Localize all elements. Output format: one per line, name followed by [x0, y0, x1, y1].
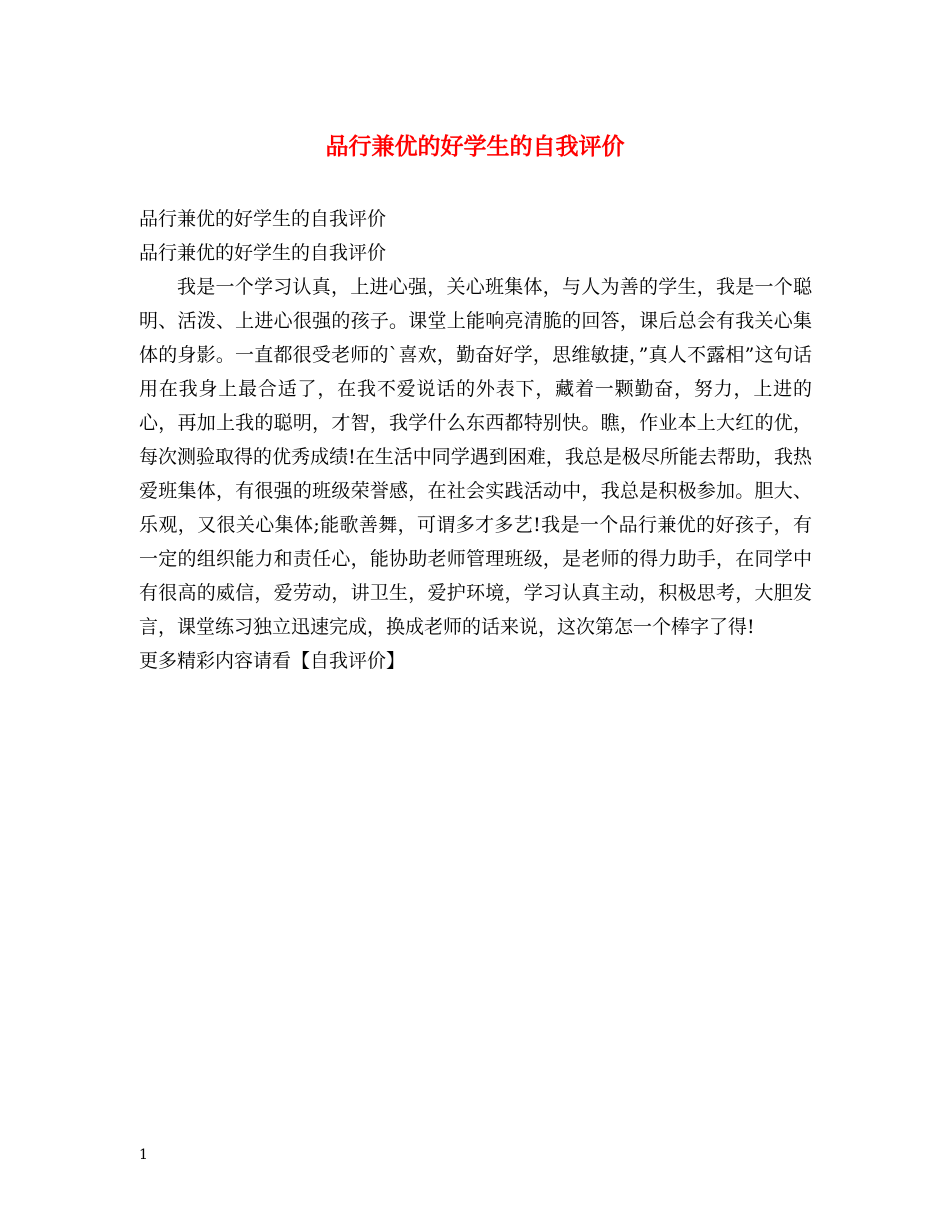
document-body — [139, 202, 812, 678]
more-content-link[interactable]: 更多精彩内容请看【自我评价】 — [139, 650, 406, 672]
subtitle-line: 品行兼优的好学生的自我评价 — [139, 242, 387, 264]
subtitle-line: 品行兼优的好学生的自我评价 — [139, 208, 387, 230]
body-paragraph: 我是一个学习认真，上进心强，关心班集体，与人为善的学生，我是一个聪明、活泼、上进心很强的孩子。课堂上能响亮清脆的回答，课后总会有我关心集体的身影。一直都很受老师的`喜欢，勤奋好学，思维敏捷，”真人不露相”这句话用在我身上最合适了，在我不爱说话的外表下，藏着一颗勤奋，努力，上进的心，再加上我的聪明，才智，我学什么东西都特别快。瞧，作业本上大红的优，每次测验取得的优秀成绩!在生活中同学遇到困难，我总是极尽所能去帮助，我热爱班集体，有很强的班级荣誉感，在社会实践活动中，我总是积极参加。胆大、乐观，又很关心集体;能歌善舞，可谓多才多艺!我是一个品行兼优的好孩子，有一定的组织能力和责任心，能协助老师管理班级，是老师的得力助手，在同学中有很高的威信，爱劳动，讲卫生，爱护环境，学习认真主动，积极思考，大胆发言，课堂练习独立迅速完成，换成老师的话来说，这次第怎一个棒字了得! — [139, 276, 812, 638]
document-title: 品行兼优的好学生的自我评价 — [325, 133, 625, 160]
page-number: 1 — [139, 1147, 148, 1163]
